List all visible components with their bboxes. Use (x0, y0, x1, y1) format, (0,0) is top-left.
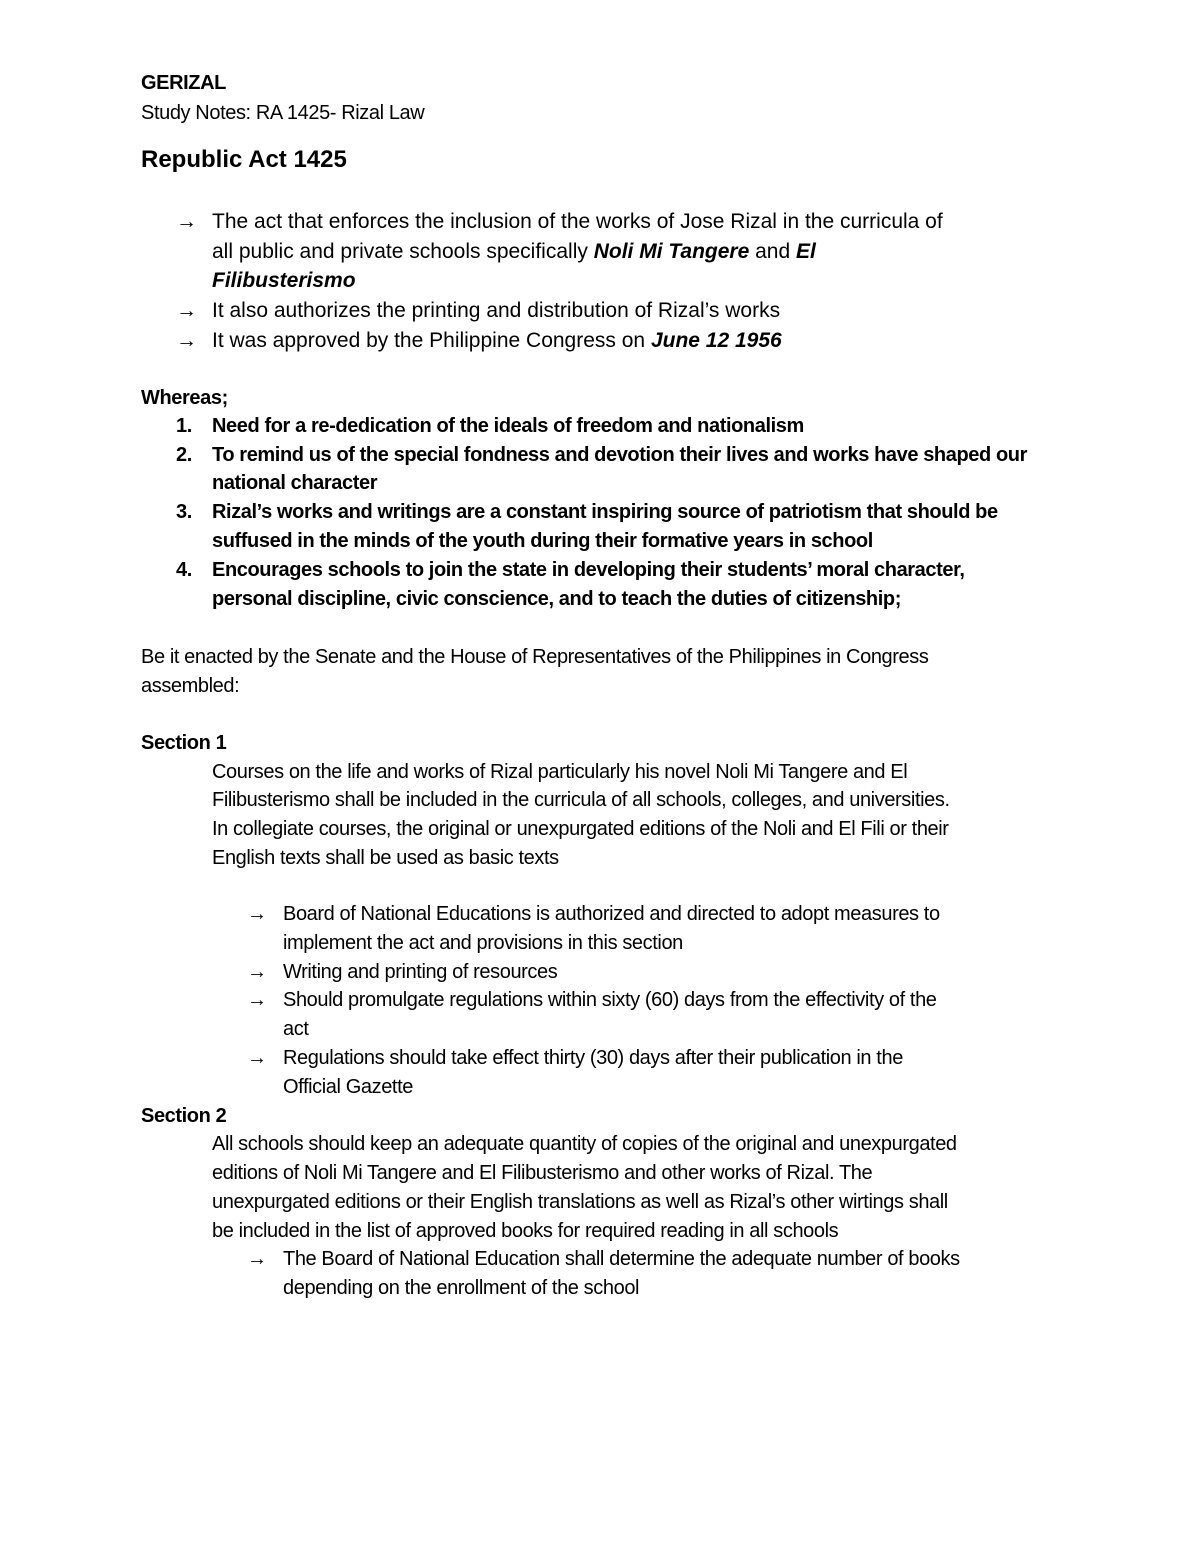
section-2-bullet-1-line-1: The Board of National Education shall determine the adequate number of books (283, 1248, 960, 1270)
section-1-para-line-2: Filibusterismo shall be included in the curricula of all schools, colleges, and universities. (212, 789, 950, 811)
section-2-heading: Section 2 (141, 1105, 227, 1127)
document-subtitle: Study Notes: RA 1425- Rizal Law (141, 102, 425, 124)
whereas-item-2-line-1: To remind us of the special fondness and devotion their lives and works have shaped our (212, 444, 1028, 466)
section-2-para-line-4: be included in the list of approved books for required reading in all schools (212, 1220, 839, 1242)
course-code: GERIZAL (141, 72, 226, 94)
section-2-para-line-1: All schools should keep an adequate quantity of copies of the original and unexpurgated (212, 1133, 957, 1155)
section-1-bullet-3-line-1: Should promulgate regulations within sixty (60) days from the effectivity of the (283, 989, 937, 1011)
enactment-line-1: Be it enacted by the Senate and the House of Representatives of the Philippines in Congress (141, 646, 929, 668)
section-1-bullet-4-line-1: Regulations should take effect thirty (30) days after their publication in the (283, 1047, 903, 1069)
whereas-item-3-line-1: Rizal’s works and writings are a constant inspiring source of patriotism that should be (212, 501, 998, 523)
list-number: 2. (176, 444, 192, 466)
arrow-icon: → (247, 961, 267, 983)
arrow-icon: → (247, 989, 267, 1011)
section-2-para-line-3: unexpurgated editions or their English translations as well as Rizal’s other wirtings shall (212, 1191, 948, 1213)
intro-bullet-3: It was approved by the Philippine Congress on June 12 1956 (212, 329, 782, 352)
whereas-item-1: Need for a re-dedication of the ideals of freedom and nationalism (212, 415, 804, 437)
arrow-icon: → (176, 329, 197, 352)
section-1-para-line-4: English texts shall be used as basic texts (212, 847, 559, 869)
list-number: 4. (176, 559, 192, 581)
section-1-bullet-3-line-2: act (283, 1018, 309, 1040)
intro-bullet-1-line-1: The act that enforces the inclusion of the works of Jose Rizal in the curricula of (212, 210, 943, 233)
section-1-para-line-3: In collegiate courses, the original or unexpurgated editions of the Noli and El Fili or their (212, 818, 949, 840)
section-1-bullet-1-line-2: implement the act and provisions in this section (283, 932, 683, 954)
arrow-icon: → (176, 299, 197, 322)
section-1-bullet-1-line-1: Board of National Educations is authorized and directed to adopt measures to (283, 903, 940, 925)
arrow-icon: → (247, 903, 267, 925)
section-1-para-line-1: Courses on the life and works of Rizal particularly his novel Noli Mi Tangere and El (212, 761, 908, 783)
intro-bullet-2: It also authorizes the printing and distribution of Rizal’s works (212, 299, 781, 322)
whereas-item-2-line-2: national character (212, 472, 378, 494)
arrow-icon: → (247, 1047, 267, 1069)
intro-bullet-1-line-2: all public and private schools specifically Noli Mi Tangere and El (212, 240, 816, 263)
enactment-line-2: assembled: (141, 675, 240, 697)
section-1-bullet-4-line-2: Official Gazette (283, 1076, 413, 1098)
whereas-heading: Whereas; (141, 387, 228, 409)
list-number: 1. (176, 415, 192, 437)
whereas-item-4-line-1: Encourages schools to join the state in developing their students’ moral character, (212, 559, 965, 581)
section-2-bullet-1-line-2: depending on the enrollment of the school (283, 1277, 640, 1299)
section-1-bullet-2: Writing and printing of resources (283, 961, 558, 983)
arrow-icon: → (176, 210, 197, 233)
arrow-icon: → (247, 1248, 267, 1270)
section-2-para-line-2: editions of Noli Mi Tangere and El Filibusterismo and other works of Rizal. The (212, 1162, 873, 1184)
whereas-item-4-line-2: personal discipline, civic conscience, and to teach the duties of citizenship; (212, 588, 901, 610)
whereas-item-3-line-2: suffused in the minds of the youth during their formative years in school (212, 530, 873, 552)
list-number: 3. (176, 501, 192, 523)
intro-bullet-1-line-3: Filibusterismo (212, 269, 356, 292)
section-1-heading: Section 1 (141, 732, 227, 754)
page-title: Republic Act 1425 (141, 146, 347, 173)
